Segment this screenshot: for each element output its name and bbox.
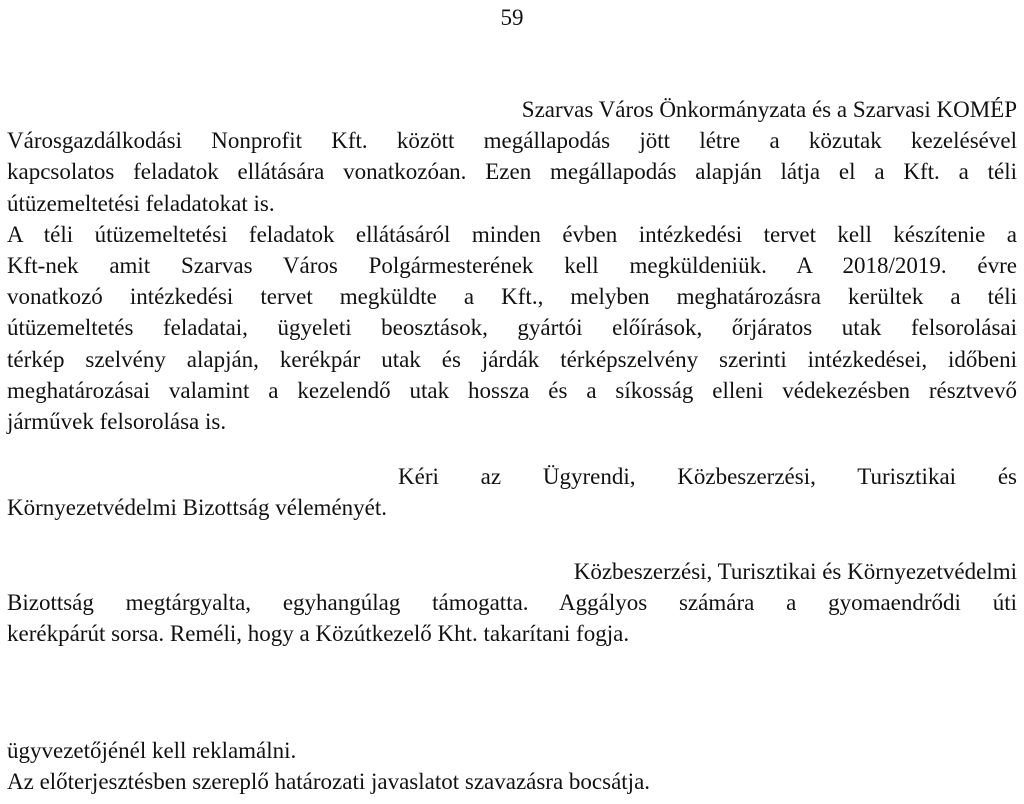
text-line: útüzemeltetés feladatai, ügyeleti beosztások, gyártói előírások, őrjáratos utak felsorolásai	[7, 315, 1017, 341]
text-line: kapcsolatos feladatok ellátására vonatkozóan. Ezen megállapodás alapján látja el a Kft. a téli	[7, 159, 1017, 185]
text-line: vonatkozó intézkedési tervet megküldte a Kft., melyben meghatározásra kerültek a téli	[7, 284, 1017, 310]
paragraph-vote	[7, 735, 1017, 797]
text-line: Közbeszerzési, Turisztikai és Környezetvédelmi	[573, 559, 1017, 584]
page-number: 59	[500, 5, 524, 30]
paragraph-committee-request	[7, 461, 1017, 523]
text-line: járművek felsorolása is.	[7, 409, 227, 435]
paragraph-road-maintenance	[7, 94, 1017, 437]
text-line: kerékpárút sorsa. Reméli, hogy a Közútkezelő Kht. takarítani fogja.	[7, 621, 630, 647]
text-line: Városgazdálkodási Nonprofit Kft. között megállapodás jött létre a közutak kezelésével	[7, 128, 1017, 154]
text-line: A téli útüzemeltetési feladatok ellátásáról minden évben intézkedési tervet kell készítenie a	[7, 221, 1017, 247]
text-line: Bizottság megtárgyalta, egyhangúlag támogatta. Aggályos számára a gyomaendrődi úti	[7, 590, 1017, 616]
text-line: Kéri az Ügyrendi, Közbeszerzési, Turisztikai és	[398, 464, 1017, 489]
paragraph-committee-opinion	[7, 556, 1017, 650]
text-line: Az előterjesztésben szereplő határozati javaslatot szavazásra bocsátja.	[7, 769, 651, 795]
text-line: útüzemeltetési feladatokat is.	[7, 190, 275, 216]
text-line: ügyvezetőjénél kell reklamálni.	[7, 738, 297, 763]
text-line: térkép szelvény alapján, kerékpár utak és járdák térképszelvény szerinti intézkedései, időbeni	[7, 346, 1017, 372]
text-line: meghatározásai valamint a kezelendő utak hossza és a síkosság elleni védekezésben résztvevő	[7, 377, 1017, 403]
text-line: Kft-nek amit Szarvas Város Polgármesterének kell megküldeniük. A 2018/2019. évre	[7, 253, 1017, 279]
text-line: Környezetvédelmi Bizottság véleményét.	[7, 495, 388, 521]
text-line: Szarvas Város Önkormányzata és a Szarvasi KOMÉP	[521, 97, 1017, 122]
